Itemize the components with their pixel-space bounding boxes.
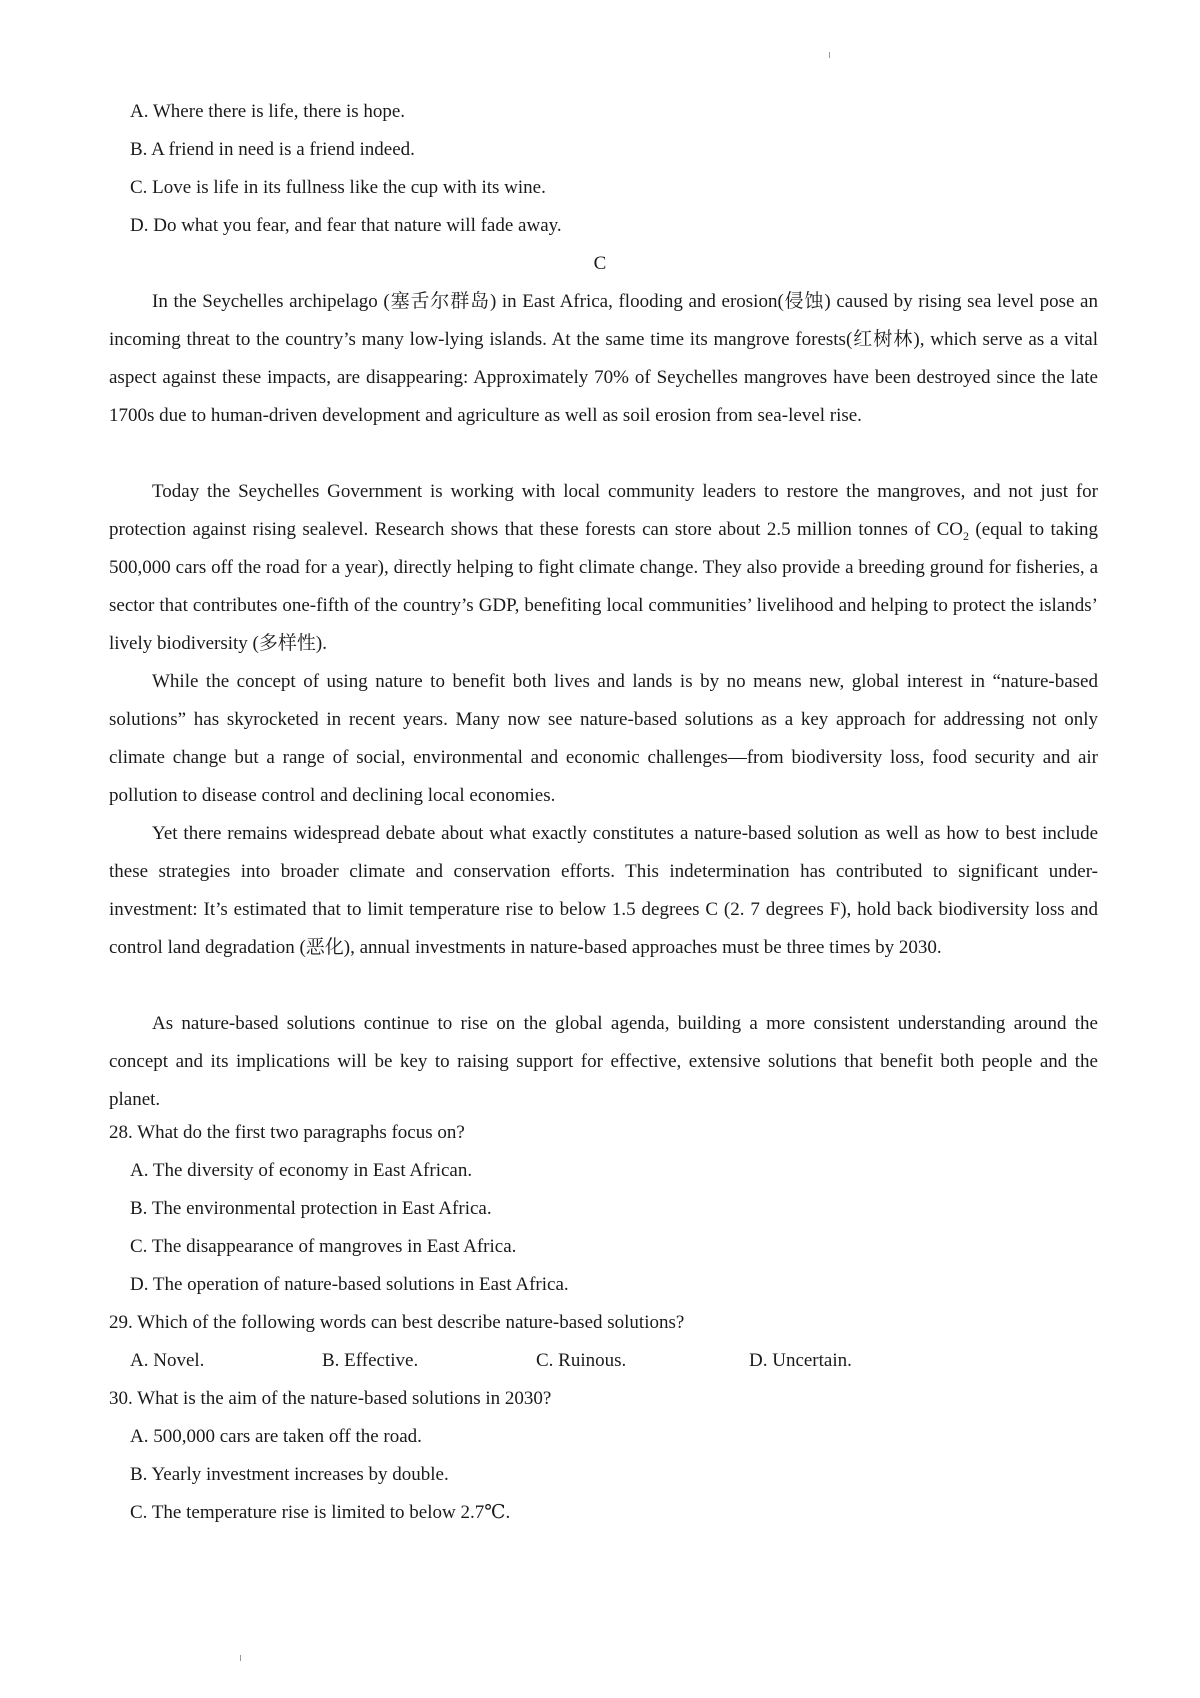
co2-subscript: 2	[963, 528, 969, 543]
question-30-option-b: B. Yearly investment increases by double.	[130, 1464, 449, 1485]
passage-paragraph-1: In the Seychelles archipelago (塞舌尔群岛) in East Africa, flooding and erosion(侵蚀) caused by rising sea level pose an incoming threat to the country’s many low-lying islands. At the same time its mangrove forests(红树林), which serve as a vital aspect against these impacts, are disappearing: Approximately 70% of Seychelles mangroves have been destroyed since the late 1700s due to human-driven development and agriculture as well as soil erosion from sea-level rise.	[109, 291, 1098, 426]
question-29-option-c: C. Ruinous.	[536, 1350, 627, 1371]
question-29-option-b: B. Effective.	[322, 1350, 419, 1371]
prev-option-a: A. Where there is life, there is hope.	[130, 101, 406, 122]
question-30-option-c: C. The temperature rise is limited to below 2.7℃.	[130, 1502, 511, 1523]
question-29-option-d: D. Uncertain.	[749, 1350, 852, 1371]
question-29-options	[0, 1349, 1200, 1373]
passage-paragraph-2	[109, 473, 1098, 663]
section-label: C	[593, 253, 607, 274]
prev-option-d: D. Do what you fear, and fear that nature will fade away.	[130, 215, 562, 236]
question-29-option-a: A. Novel.	[130, 1350, 205, 1371]
scan-mark	[829, 52, 830, 58]
passage-paragraph-5: As nature-based solutions continue to rise on the global agenda, building a more consistent understanding around the concept and its implications will be key to raising support for effective, extensive solutions that benefit both people and the planet.	[109, 1013, 1098, 1110]
prev-option-c: C. Love is life in its fullness like the cup with its wine.	[130, 177, 546, 198]
prev-option-b: B. A friend in need is a friend indeed.	[130, 139, 415, 160]
paragraph-2-text-a: Today the Seychelles Government is working with local community leaders to restore the mangroves, and not just for protection against rising sealevel. Research shows that these forests can store about 2.5 million tonnes of CO	[109, 481, 1098, 540]
passage-paragraph-4: Yet there remains widespread debate about what exactly constitutes a nature-based solution as well as how to best include these strategies into broader climate and conservation efforts. This indetermination has contributed to significant under-investment: It’s estimated that to limit temperature rise to below 1.5 degrees C (2. 7 degrees F), hold back biodiversity loss and control land degradation (恶化), annual investments in nature-based approaches must be three times by 2030.	[109, 823, 1098, 958]
question-28-option-d: D. The operation of nature-based solutions in East Africa.	[130, 1274, 569, 1295]
question-28-option-c: C. The disappearance of mangroves in East Africa.	[130, 1236, 517, 1257]
question-28-stem: 28. What do the first two paragraphs focus on?	[109, 1122, 465, 1143]
question-28-option-b: B. The environmental protection in East Africa.	[130, 1198, 492, 1219]
passage-paragraph-3: While the concept of using nature to benefit both lives and lands is by no means new, global interest in “nature-based solutions” has skyrocketed in recent years. Many now see nature-based solutions as a key approach for addressing not only climate change but a range of social, environmental and economic challenges—from biodiversity loss, food security and air pollution to disease control and declining local economies.	[109, 671, 1098, 806]
paragraph-2-text-b: (equal to taking 500,000 cars off the road for a year), directly helping to fight climate change. They also provide a breeding ground for fisheries, a sector that contributes one-fifth of the country’s GDP, benefiting local communities’ livelihood and helping to protect the islands’ lively biodiversity (多样性).	[109, 519, 1098, 654]
question-29-stem: 29. Which of the following words can best describe nature-based solutions?	[109, 1312, 685, 1333]
question-28-option-a: A. The diversity of economy in East African.	[130, 1160, 473, 1181]
question-30-stem: 30. What is the aim of the nature-based solutions in 2030?	[109, 1388, 552, 1409]
scan-mark	[240, 1655, 241, 1661]
question-30-option-a: A. 500,000 cars are taken off the road.	[130, 1426, 422, 1447]
